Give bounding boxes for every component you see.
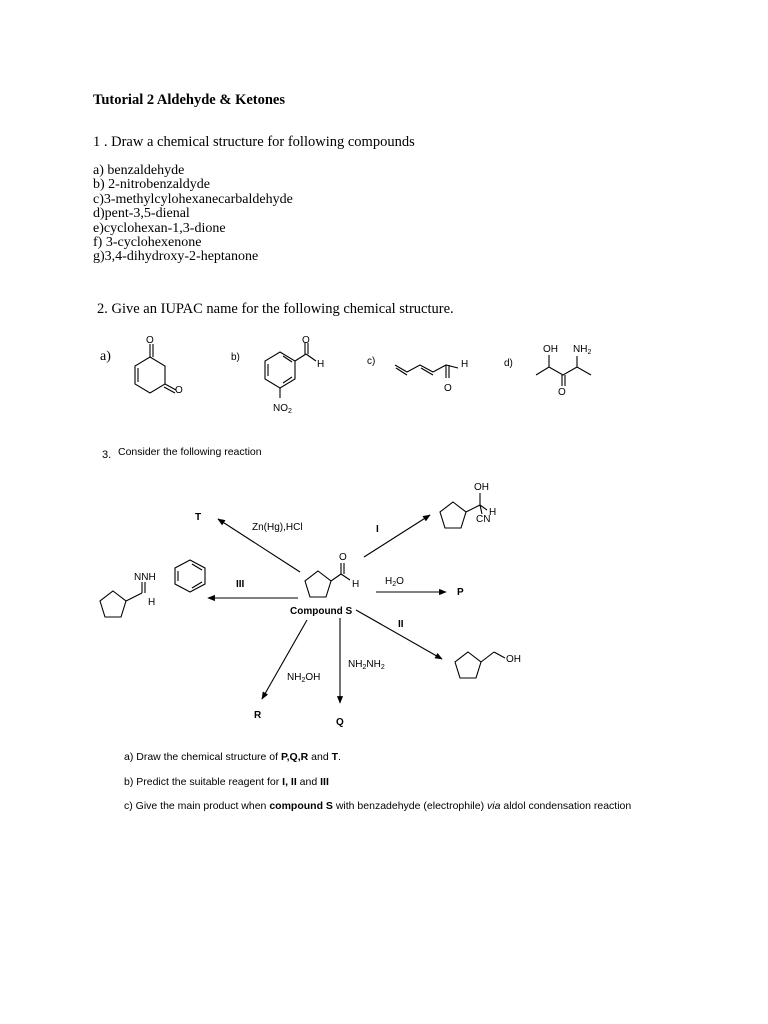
product-label-p: P [457, 587, 464, 598]
structure-label-a: a) [100, 349, 111, 364]
reagent-nh2nh2: $NH_2NH_2$ [348, 659, 385, 671]
product-label-r: R [254, 710, 262, 721]
atom-oh: OH [474, 482, 489, 493]
question-3-prompt: Consider the following reaction [118, 446, 262, 458]
structure-c-dienal [395, 365, 458, 378]
structure-b-nitrobenzaldehyde [265, 343, 316, 398]
atom-oh: OH [506, 654, 521, 665]
list-item: f) 3-cyclohexenone [93, 235, 202, 251]
atom-o: O [302, 335, 310, 346]
compound-s-label: Compound S [290, 606, 353, 617]
atom-h: H [148, 597, 156, 608]
question-3a: a) Draw the chemical structure of P,Q,R and T. [124, 751, 341, 763]
atom-no2: $NO_2$ [273, 403, 292, 415]
reagent-nh2oh: $NH_2OH$ [287, 672, 321, 684]
atom-nnh: NNH [134, 572, 156, 583]
product-hydrazone [100, 560, 205, 617]
atom-nh2: $NH_2$ [573, 344, 592, 356]
product-label-t: T [195, 512, 202, 523]
reagent-label-ii: II [398, 619, 404, 630]
structure-a-dione [135, 344, 176, 393]
atom-h: H [461, 359, 469, 370]
structure-label-d: d) [504, 358, 513, 369]
atom-cn: CN [476, 514, 491, 525]
question-3b: b) Predict the suitable reagent for I, II and III [124, 776, 329, 788]
list-item: b) 2-nitrobenzaldyde [93, 177, 211, 193]
list-item: d)pent-3,5-dienal [93, 206, 190, 222]
page-title: Tutorial 2 Aldehyde & Ketones [93, 92, 286, 108]
reagent-label-i: I [376, 524, 379, 535]
reagent-zn-hg-hcl: Zn(Hg),HCl [252, 522, 303, 533]
product-alcohol [455, 652, 505, 678]
question-2-prompt: 2. Give an IUPAC name for the following chemical structure. [97, 301, 454, 317]
atom-o: O [339, 552, 347, 563]
product-label-q: Q [336, 717, 344, 728]
atom-h: H [317, 359, 325, 370]
atom-o: O [146, 335, 154, 346]
reagent-h2o: $H_2O$ [385, 576, 404, 588]
reagent-label-iii: III [236, 579, 245, 590]
atom-o: O [175, 385, 183, 396]
compound-s-structure [305, 563, 350, 597]
atom-h: H [352, 579, 360, 590]
atom-oh: OH [543, 344, 558, 355]
structure-label-c: c) [367, 356, 376, 367]
atom-h: H [489, 507, 497, 518]
list-item: a) benzaldehyde [93, 163, 185, 178]
question-3c: c) Give the main product when compound S with benzadehyde (electrophile) via aldol condensation reaction [124, 800, 632, 812]
list-item: e)cyclohexan-1,3-dione [93, 220, 226, 236]
list-item: g)3,4-dihydroxy-2-heptanone [93, 249, 259, 265]
list-item: c)3-methylcylohexanecarbaldehyde [93, 191, 293, 207]
question-3-number: 3. [102, 449, 112, 461]
structure-d-hydroxy-amino-ketone [536, 355, 591, 386]
atom-o: O [558, 387, 566, 398]
question-1-prompt: 1 . Draw a chemical structure for following compounds [93, 134, 415, 150]
structure-label-b: b) [231, 352, 240, 363]
atom-o: O [444, 383, 452, 394]
